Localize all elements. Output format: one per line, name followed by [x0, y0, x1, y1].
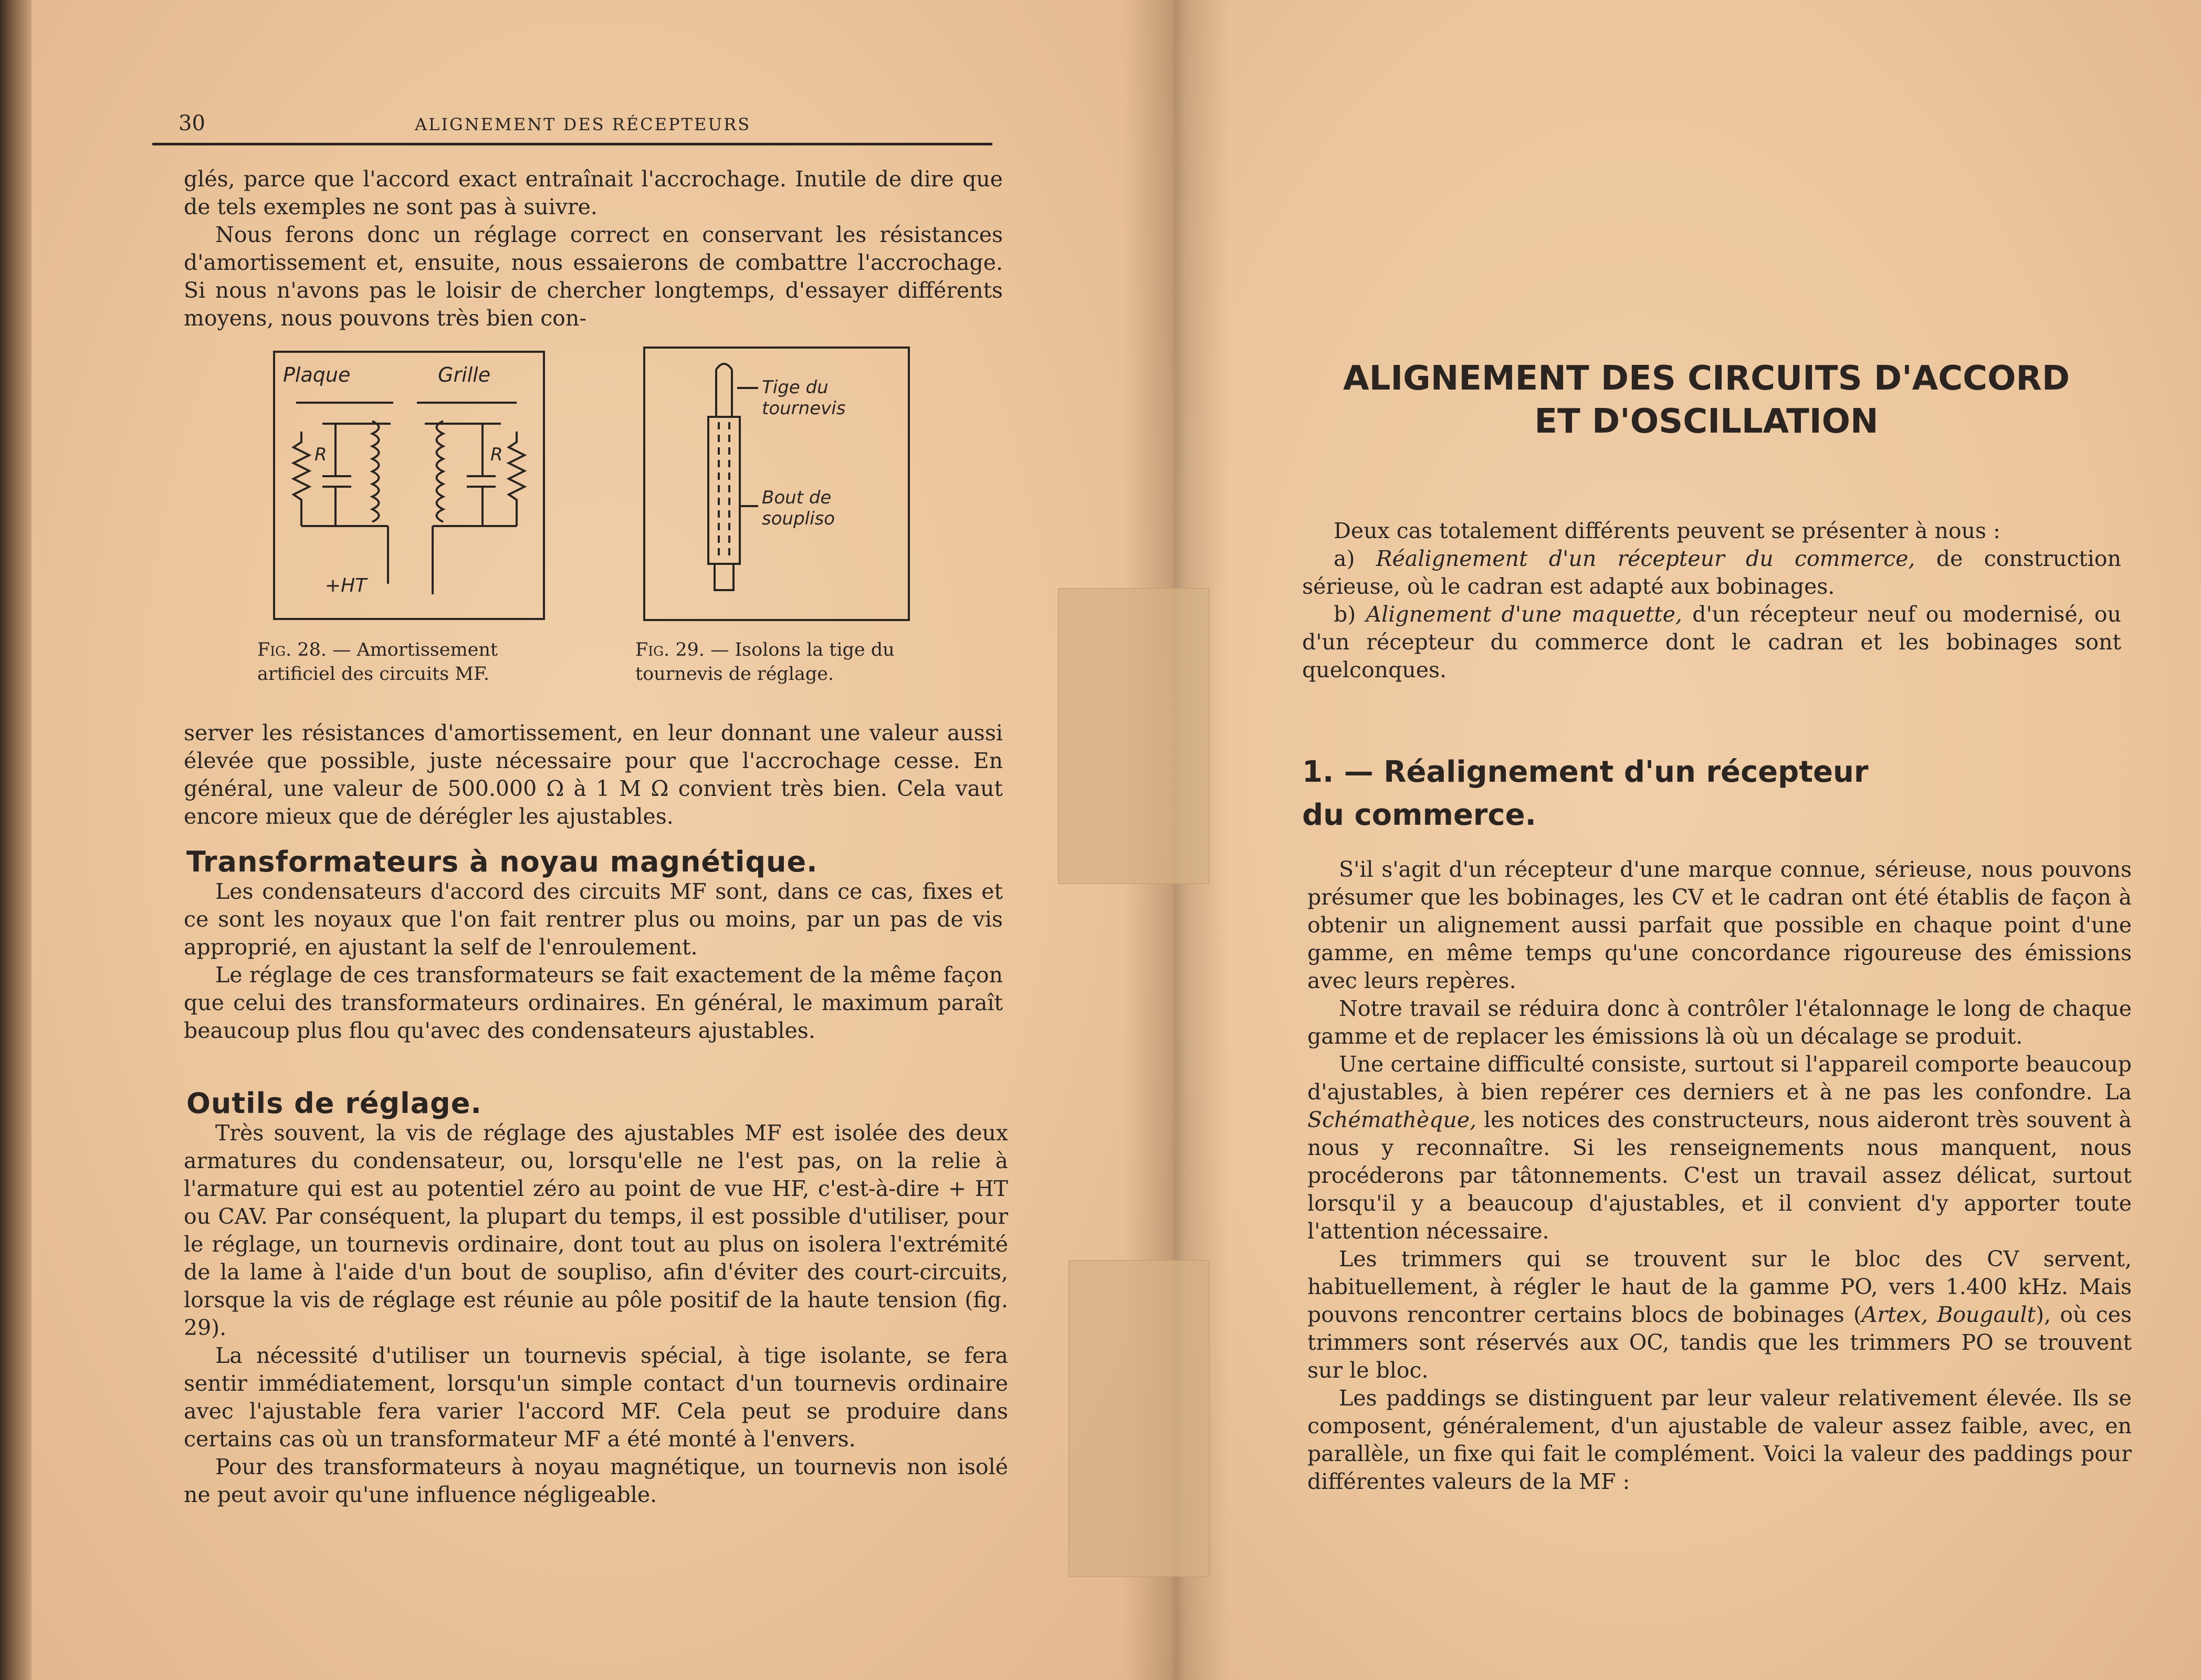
paragraph: server les résistances d'amortissement, en leur donnant une valeur aussi élevée que possible, juste nécessaire pour que l'accrochage cesse. En général, une valeur de 500.000 Ω à 1 M Ω convient très bien. Cela vaut encore mieux que de dérégler les ajustables. [184, 720, 1003, 829]
paragraph [1307, 1245, 2132, 1384]
figure-28-caption-text: — Amortissement artificiel des circuits MF. [257, 639, 498, 685]
running-head [152, 111, 992, 145]
r-left-label: R [315, 444, 327, 465]
figure-29-caption-text: — Isolons la tige du tournevis de réglage. [635, 639, 895, 685]
text-run: ), où ces trimmers sont réservés aux OC, tandis que les trimmers PO se trouvent sur le bloc. [1307, 1302, 2132, 1383]
grille-label: Grille [438, 363, 491, 386]
paragraph: glés, parce que l'accord exact entraînait l'accrochage. Inutile de dire que de tels exemples ne sont pas à suivre. [184, 166, 1003, 219]
schematheque-title: Schémathèque, [1307, 1107, 1477, 1132]
section-heading-line-2: du commerce. [1302, 798, 1536, 832]
section-2-text [184, 1119, 1008, 1509]
section-heading: Transformateurs à noyau magnétique. [186, 845, 818, 878]
section-1-text [184, 878, 1003, 1045]
case-a-text: de construction sérieuse, où le cadran est adapté aux bobinages. [1302, 546, 2121, 599]
case-a-prefix: a) [1334, 546, 1376, 571]
figure-28-label: Fig. 28. [257, 639, 327, 660]
bout-label: Bout de soupliso [762, 487, 835, 529]
figure-29 [643, 346, 910, 621]
case-b-text: d'un récepteur neuf ou modernisé, ou d'un récepteur du commerce dont le cadran et les bobinages sont quelconques. [1302, 602, 2122, 682]
paragraph: Nous ferons donc un réglage correct en conservant les résistances d'amortissement et, ensuite, nous essaierons de combattre l'accrochage. Si nous n'avons pas le loisir de chercher longtemps, d'essayer différents moyens, nous pouvons très bien con- [184, 222, 1003, 331]
case-b-title: Alignement d'une maquette, [1366, 602, 1682, 627]
text-run: Les trimmers qui se trouvent sur le bloc des CV servent, habituellement, à régler le haut de la gamme PO, vers 1.400 kHz. Mais pouvons rencontrer certains blocs de bobinages ( [1307, 1246, 2132, 1327]
paragraph [1307, 1051, 2132, 1245]
ht-label: +HT [325, 575, 367, 596]
section-heading [1302, 751, 1932, 837]
brand-names: Artex, Bougault [1861, 1302, 2036, 1327]
paragraph: Les condensateurs d'accord des circuits MF sont, dans ce cas, fixes et ce sont les noyaux que l'on fait rentrer plus ou moins, par un pas de vis approprié, en ajustant la self de l'enroulement. [184, 879, 1003, 960]
paragraph: Les paddings se distinguent par leur valeur relativement élevée. Ils se composent, généralement, d'un ajustable de valeur assez faible, avec, en parallèle, un fixe qui fait le complément. Voici la valeur des paddings pour différentes valeurs de la MF : [1307, 1385, 2132, 1494]
section-heading-line-1: 1. — Réalignement d'un récepteur [1302, 755, 1869, 789]
paragraph: Pour des transformateurs à noyau magnétique, un tournevis non isolé ne peut avoir qu'une influence négligeable. [184, 1454, 1008, 1507]
tige-label: Tige du tournevis [762, 377, 846, 419]
paragraph: S'il s'agit d'un récepteur d'une marque connue, sérieuse, nous pouvons présumer que les bobinages, les CV et le cadran ont été établis de façon à obtenir un alignement aussi parfait que possible en chaque point d'une gamme, en même temps qu'une concordance rigoureuse des émissions avec leurs repères. [1307, 857, 2132, 993]
chapter-title-line-2: ET D'OSCILLATION [1534, 402, 1879, 441]
tape-strip-top [1058, 588, 1210, 884]
figure-29-caption [635, 638, 940, 686]
running-head-title: ALIGNEMENT DES RÉCEPTEURS [415, 114, 751, 134]
paragraph: Le réglage de ces transformateurs se fait exactement de la même façon que celui des transformateurs ordinaires. En général, le maximum paraît beaucoup plus flou qu'avec des condensateurs ajustables. [184, 962, 1003, 1043]
page-edge [0, 0, 32, 1680]
paragraph: Deux cas totalement différents peuvent se présenter à nous : [1334, 518, 2000, 543]
case-b-prefix: b) [1334, 602, 1366, 627]
figure-28 [273, 351, 545, 620]
figure-29-label: Fig. 29. [635, 639, 705, 660]
chapter-title [1297, 357, 2116, 443]
screwdriver-diagram [645, 349, 908, 619]
right-section-text [1307, 856, 2132, 1496]
case-a-title: Réalignement d'un récepteur du commerce, [1376, 546, 1915, 571]
text-run: les notices des constructeurs, nous aideront très souvent à nous y reconnaître. Si les renseignements nous manquent, nous procéderons par tâtonnements. C'est un travail assez délicat, surtout lorsqu'il y a beaucoup d'ajustables, et il convient d'y apporter toute l'attention nécessaire. [1307, 1107, 2132, 1244]
case-b [1302, 601, 2121, 684]
page-number: 30 [179, 111, 205, 135]
chapter-title-line-1: ALIGNEMENT DES CIRCUITS D'ACCORD [1343, 359, 2070, 398]
tape-strip-bottom [1068, 1260, 1210, 1577]
section-heading: Outils de réglage. [186, 1087, 482, 1120]
left-intro-text [184, 165, 1003, 332]
figure-28-caption [257, 638, 562, 686]
r-right-label: R [490, 444, 503, 465]
paragraph: Très souvent, la vis de réglage des ajustables MF est isolée des deux armatures du condensateur, ou, lorsqu'elle ne l'est pas, on la relie à l'armature qui est au potentiel zéro au point de vue HF, c'est-à-dire + HT ou CAV. Par conséquent, la plupart du temps, il est possible d'utiliser, pour le réglage, un tournevis ordinaire, dont tout au plus on isolera l'extrémité de la lame à l'aide d'un bout de soupliso, afin d'éviter des court-circuits, lorsque la vis de réglage est réunie au pôle positif de la haute tension (fig. 29). [184, 1120, 1008, 1340]
text-run: Une certaine difficulté consiste, surtout si l'appareil comporte beaucoup d'ajustables, à bien repérer ces derniers et à ne pas les confondre. La [1307, 1052, 2132, 1105]
circuit-diagram [275, 353, 543, 618]
paragraph: La nécessité d'utiliser un tournevis spécial, à tige isolante, se fera sentir immédiatement, lorsqu'un simple contact d'un tournevis ordinaire avec l'ajustable fera varier l'accord MF. Cela peut se produire dans certains cas où un transformateur MF a été monté à l'envers. [184, 1343, 1008, 1452]
paragraph: Notre travail se réduira donc à contrôler l'étalonnage le long de chaque gamme et de replacer les émissions là où un décalage se produit. [1307, 996, 2132, 1049]
case-a [1302, 545, 2121, 601]
plaque-label: Plaque [283, 363, 351, 386]
left-continued-text [184, 719, 1003, 831]
right-intro-text [1302, 517, 2121, 684]
